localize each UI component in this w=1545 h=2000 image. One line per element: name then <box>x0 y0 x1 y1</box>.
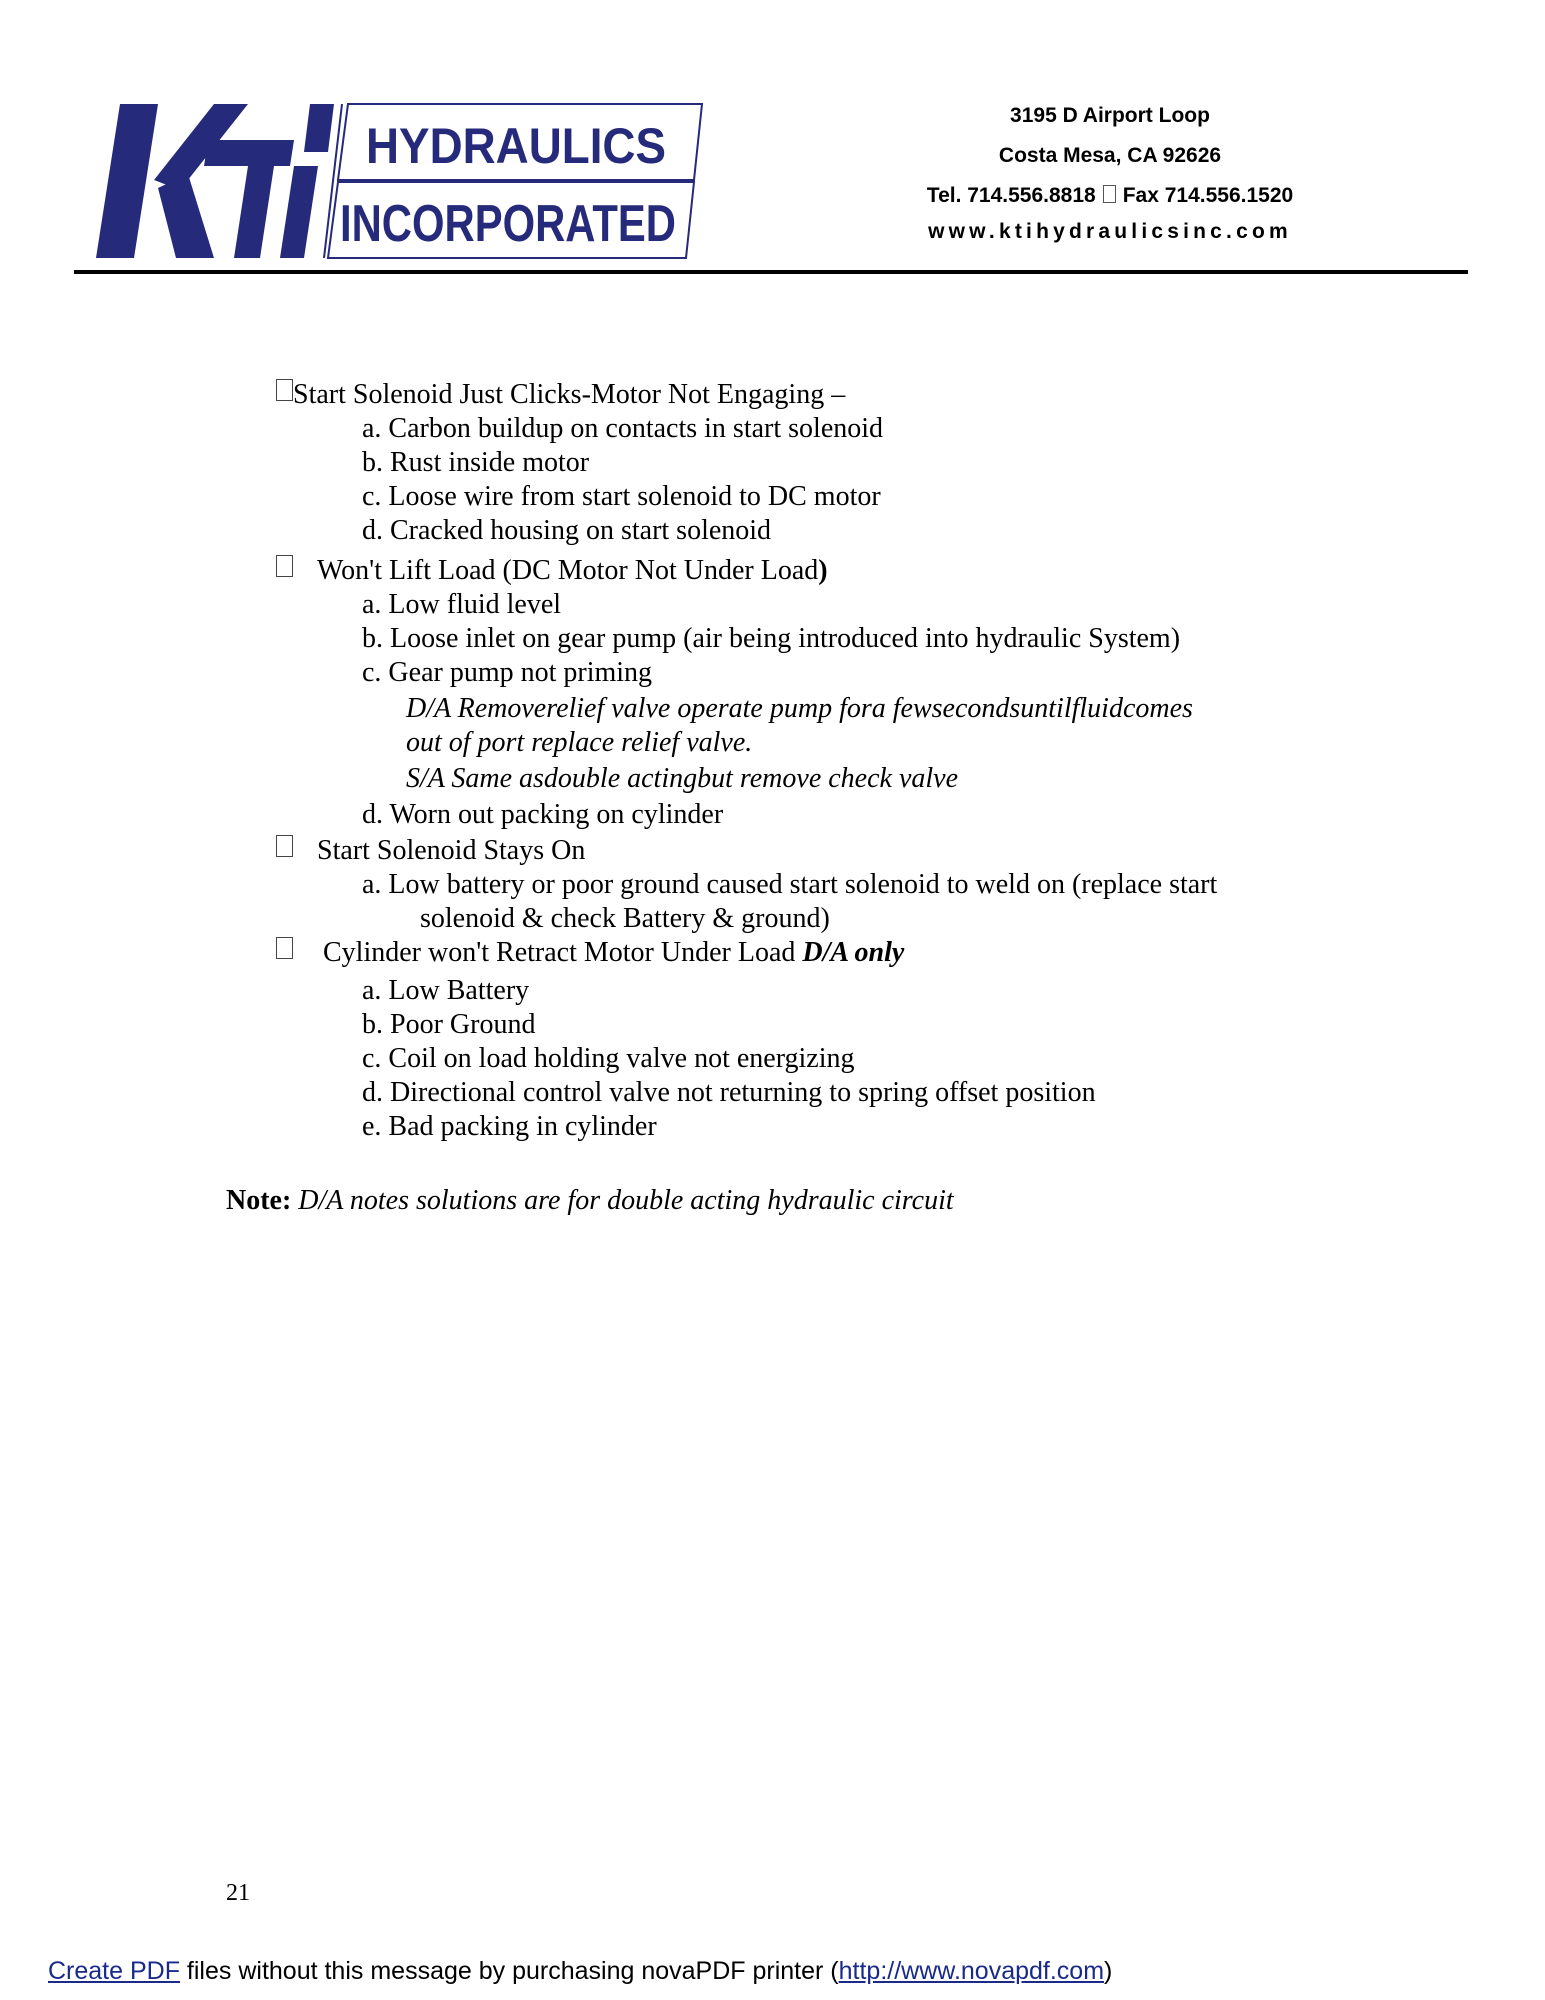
logo-line1: HYDRAULICS <box>366 118 666 174</box>
list-item: c. Loose wire from start solenoid to DC motor <box>362 481 881 512</box>
section-heading-wont-lift-load: Won't Lift Load (DC Motor Not Under Load) <box>276 554 828 588</box>
list-item: a. Low battery or poor ground caused start solenoid to weld on (replace start <box>362 869 1218 900</box>
list-item: a. Low fluid level <box>362 589 562 620</box>
list-item: b. Loose inlet on gear pump (air being introduced into hydraulic System) <box>362 623 1181 654</box>
header-divider <box>74 270 1468 274</box>
list-item: a. Carbon buildup on contacts in start solenoid <box>362 413 884 444</box>
checkbox-bullet-icon <box>276 937 293 959</box>
list-item: b. Rust inside motor <box>362 447 590 478</box>
list-item-continuation: solenoid & check Battery & ground) <box>420 903 830 934</box>
footer-message: files without this message by purchasing novaPDF printer ( <box>179 1957 839 1985</box>
note-text: D/A notes solutions are for double acting hydraulic circuit <box>298 1185 954 1216</box>
list-item: b. Poor Ground <box>362 1009 536 1040</box>
priming-note: out of port replace relief valve. <box>406 727 753 758</box>
phone-fax-line <box>860 184 1360 208</box>
list-item: c. Coil on load holding valve not energizing <box>362 1043 855 1074</box>
pdf-watermark-footer <box>48 1956 1112 1986</box>
section-heading-start-solenoid-stays-on: Start Solenoid Stays On <box>276 834 585 868</box>
kti-hydraulics-logo <box>96 100 708 264</box>
priming-note: S/A Same asdouble actingbut remove check valve <box>406 763 959 794</box>
address-street: 3195 D Airport Loop <box>1010 104 1210 127</box>
page-number: 21 <box>226 1880 250 1906</box>
list-item: d. Worn out packing on cylinder <box>362 799 724 830</box>
list-item: e. Bad packing in cylinder <box>362 1111 657 1142</box>
create-pdf-link[interactable]: Create PDF <box>48 1957 180 1985</box>
list-item: a. Low Battery <box>362 975 530 1006</box>
checkbox-bullet-icon <box>276 835 293 857</box>
section-heading-cylinder-wont-retract: Cylinder won't Retract Motor Under Load D/A only <box>276 936 904 970</box>
footnote <box>226 1184 954 1218</box>
logo-line2: INCORPORATED <box>340 195 676 253</box>
list-item: c. Gear pump not priming <box>362 657 653 688</box>
list-item: d. Directional control valve not returning to spring offset position <box>362 1077 1096 1108</box>
fax-number: Fax 714.556.1520 <box>1122 184 1294 207</box>
priming-note: D/A Removerelief valve operate pump fora fewsecondsuntilfluidcomes <box>406 693 1193 724</box>
footer-close-paren: ) <box>1104 1957 1113 1985</box>
address-city: Costa Mesa, CA 92626 <box>998 144 1222 167</box>
telephone-number: Tel. 714.556.8818 <box>926 184 1096 207</box>
section-heading-start-solenoid-clicks: Start Solenoid Just Clicks-Motor Not Engaging – <box>276 378 845 412</box>
website-address: www.ktihydraulicsinc.com <box>928 220 1292 243</box>
note-label: Note: <box>226 1185 292 1216</box>
checkbox-bullet-icon <box>276 555 293 577</box>
list-item: d. Cracked housing on start solenoid <box>362 515 772 546</box>
checkbox-bullet-icon <box>276 379 293 401</box>
novapdf-url-link[interactable]: http://www.novapdf.com <box>838 1957 1105 1985</box>
separator-box-icon <box>1103 185 1116 203</box>
